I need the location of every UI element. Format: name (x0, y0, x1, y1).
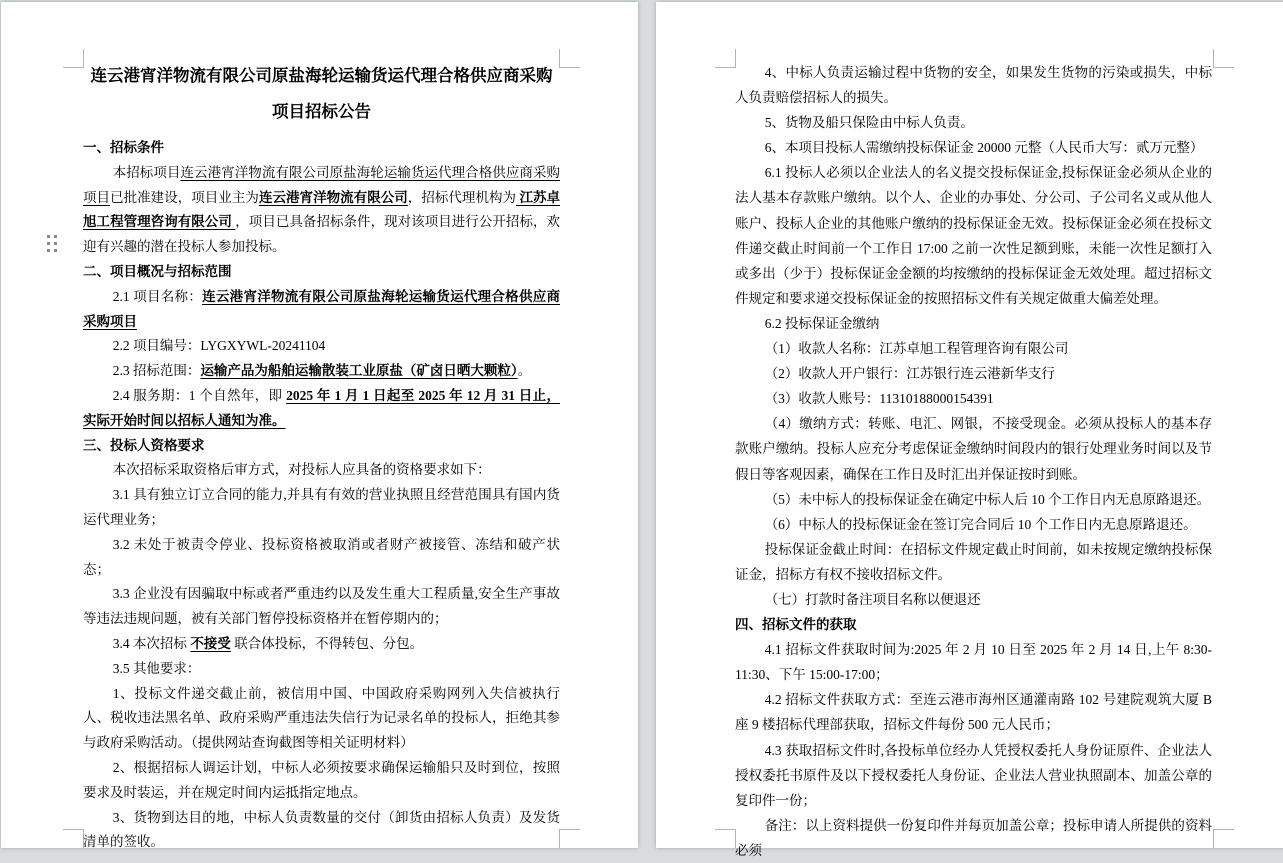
text-run: 不接受 (190, 635, 231, 651)
paragraph[interactable] (735, 135, 1212, 160)
text-run: 3.1 具有独立订立合同的能力,并具有有效的营业执照且经营范围具有国内货运代理业务； (83, 487, 560, 527)
text-run: （5）未中标人的投标保证金在确定中标人后 10 个工作日内无息原路退还。 (764, 491, 1211, 507)
paragraph[interactable] (735, 110, 1212, 135)
section-heading[interactable] (735, 612, 1212, 637)
text-run: 江苏卓旭工程管理咨询有限公司 (83, 189, 561, 230)
text-run: 4.1 招标文件获取时间为:2025 年 2 月 10 日至 2025 年 2 月 14 日,上午 8:30-11:30、下午 15:00-17:00； (735, 642, 1212, 683)
paragraph[interactable] (83, 334, 560, 359)
paragraph[interactable] (735, 361, 1212, 386)
text-run: 连云港宵洋物流有限公司 (258, 189, 408, 205)
page-2-text-area (735, 60, 1212, 863)
text-run: 4、中标人负责运输过程中货物的安全，如果发生货物的污染或损失，中标人负责赔偿招标人的损失。 (735, 65, 1212, 106)
paragraph[interactable] (83, 384, 560, 434)
document-page-1[interactable] (1, 2, 638, 848)
section-heading[interactable] (83, 136, 560, 161)
document-title-line[interactable] (83, 94, 560, 130)
text-run: 3.5 其他要求： (112, 660, 201, 676)
text-run: 2.1 项目名称： (112, 288, 203, 304)
paragraph[interactable] (735, 60, 1212, 110)
margin-crop-mark-bottom-left (715, 829, 736, 848)
paragraph[interactable] (83, 533, 560, 583)
text-run: 2.3 招标范围： (112, 363, 201, 379)
document-page-2[interactable] (656, 2, 1283, 858)
text-run: 连云港宵洋物流有限公司原盐海轮运输货运代理合格供应商采购项目 (83, 164, 561, 205)
paragraph[interactable] (735, 687, 1212, 737)
paragraph[interactable] (735, 537, 1212, 587)
paragraph[interactable] (83, 632, 560, 657)
margin-crop-mark-top-left (63, 49, 84, 68)
paragraph[interactable] (735, 487, 1212, 512)
text-run: 6.1 投标人必须以企业法人的名义提交投标保证金,投标保证金必须从企业的法人基本存款账户缴纳。以个人、企业的办事处、分公司、子公司名义或从他人账户、投标人企业的其他账户缴纳的投标保证金无效。投标保证金必须在投标文件递交截止时间前一个工作日 17:00 之前一次性足额到账，未能一次性足额打入或多出（少于）投标保证金金额的均按缴纳的投标保证金无效处理。超过招标文件规定和要求递交投标保证金的按照招标文件有关规定做重大偏差处理。 (735, 165, 1212, 306)
text-run: 投标保证金截止时间：在招标文件规定截止时间前，如未按规定缴纳投标保证金，招标方有权不接收招标文件。 (735, 541, 1212, 582)
text-run: 2.2 项目编号：LYGXYWL-20241104 (112, 338, 326, 354)
paragraph[interactable] (735, 813, 1212, 863)
text-run: 4.3 获取招标文件时,各投标单位经办人凭授权委托人身份证原件、企业法人授权委托书原件及以下授权委托人身份证、企业法人营业执照副本、加盖公章的复印件一份； (735, 742, 1212, 808)
text-run: 3、货物到达目的地，中标人负责数量的交付（卸货由招标人负责）及发货清单的签收。 (83, 809, 560, 850)
paragraph[interactable] (735, 336, 1212, 361)
text-run: 联合体投标，不得转包、分包。 (230, 635, 424, 651)
text-run: 3.4 本次招标 (112, 635, 191, 651)
section-heading[interactable] (83, 260, 560, 285)
text-run: 备注：以上资料提供一份复印件并每页加盖公章；投标申请人所提供的资料必须 (735, 817, 1212, 858)
section-heading[interactable] (83, 434, 560, 459)
text-run: 5、货物及船只保险由中标人负责。 (764, 115, 974, 131)
paragraph[interactable] (83, 285, 560, 335)
paragraph[interactable] (83, 682, 560, 756)
text-run: （七）打款时备注项目名称以便退还 (764, 591, 981, 607)
paragraph[interactable] (83, 657, 560, 682)
paragraph[interactable] (83, 483, 560, 533)
text-run: 连云港宵洋物流有限公司原盐海轮运输货运代理合格供应商采购项目 (83, 288, 561, 329)
paragraph[interactable] (83, 806, 560, 856)
text-run: 3.2 未处于被责令停业、投标资格被取消或者财产被接管、冻结和破产状态； (83, 536, 560, 577)
text-run: 本招标项目 (112, 164, 181, 180)
text-run: 四、招标文件的获取 (735, 617, 857, 633)
text-run: 3.3 企业没有因骗取中标或者严重违约以及发生重大工程质量,安全生产事故等违法违规问题，被有关部门暂停投标资格并在暂停期内的； (83, 586, 560, 627)
paragraph[interactable] (735, 637, 1212, 687)
text-run: 已批准建设，项目业主为 (110, 189, 259, 205)
paragraph[interactable] (735, 160, 1212, 311)
text-run: 6、本项目投标人需缴纳投标保证金 20000 元整（人民币大写：贰万元整） (764, 140, 1204, 156)
text-run: 6.2 投标保证金缴纳 (764, 315, 880, 331)
margin-crop-mark-bottom-left (63, 829, 84, 848)
text-run: 本次招标采取资格后审方式，对投标人应具备的资格要求如下： (112, 462, 491, 478)
document-title-line[interactable] (83, 58, 560, 94)
text-run: ，招标代理机构为 (407, 189, 517, 205)
text-run: （1）收款人名称：江苏卓旭工程管理咨询有限公司 (764, 341, 1069, 357)
paragraph[interactable] (735, 311, 1212, 336)
text-run: 二、项目概况与招标范围 (83, 263, 232, 279)
text-run: 4.2 招标文件获取方式：至连云港市海州区通灌南路 102 号建院观筑大厦 B 座 9 楼招标代理部获取，招标文件每份 500 元人民币； (735, 692, 1212, 733)
paragraph[interactable] (83, 458, 560, 483)
paragraph[interactable] (83, 582, 560, 632)
paragraph[interactable] (735, 738, 1212, 813)
margin-crop-mark-top-left (715, 49, 736, 68)
text-run: 2、根据招标人调运计划，中标人必须按要求确保运输船只及时到位，按照要求及时装运，并在规定时间内运抵指定地点。 (83, 759, 560, 800)
margin-crop-mark-bottom-right (559, 829, 580, 848)
text-run: 连云港宵洋物流有限公司原盐海轮运输货运代理合格供应商采购 (90, 66, 553, 85)
margin-crop-mark-top-right (1213, 49, 1234, 68)
margin-crop-mark-top-right (559, 49, 580, 68)
paragraph[interactable] (735, 386, 1212, 411)
text-run: （3）收款人账号：11310188000154391 (764, 391, 994, 407)
text-run: （6）中标人的投标保证金在签订完合同后 10 个工作日内无息原路退还。 (764, 516, 1197, 532)
margin-crop-mark-bottom-right (1213, 829, 1234, 848)
six-dot-drag-handle-icon[interactable] (47, 235, 57, 252)
text-run: 1、投标文件递交截止前，被信用中国、中国政府采购网列入失信被执行人、税收违法黑名单、政府采购严重违法失信行为记录名单的投标人，拒绝其参与政府采购活动。（提供网站查询截图等相关证明材料） (83, 685, 560, 751)
text-run: 2.4 服务期：1 个自然年，即 (112, 387, 287, 403)
text-run: 项目招标公告 (272, 102, 371, 121)
text-run: 一、招标条件 (83, 140, 164, 155)
paragraph[interactable] (83, 359, 560, 384)
text-run: （4）缴纳方式：转账、电汇、网银，不接受现金。必须从投标人的基本存款账户缴纳。投标人应充分考虑保证金缴纳时间段内的银行处理业务时间以及节假日等客观因素，确保在工作日及时汇出并保证按时到账。 (735, 416, 1212, 482)
text-run: 运输产品为船舶运输散装工业原盐（矿卤日晒大颗粒） (200, 363, 518, 379)
paragraph[interactable] (735, 411, 1212, 486)
paragraph[interactable] (735, 512, 1212, 537)
text-run: （2）收款人开户银行：江苏银行连云港新华支行 (764, 366, 1055, 382)
text-run: 。 (517, 363, 532, 379)
text-run: 三、投标人资格要求 (83, 437, 205, 453)
text-run: 2025 年 1 月 1 日起至 2025 年 12 月 31 日止，实际开始时间以招标人通知为准。 (83, 387, 561, 428)
page-1-text-area (83, 58, 560, 855)
paragraph[interactable] (83, 161, 560, 260)
paragraph[interactable] (735, 587, 1212, 612)
text-run: ，项目已具备招标条件，现对该项目进行公开招标，欢迎有兴趣的潜在投标人参加投标。 (83, 214, 561, 255)
paragraph[interactable] (83, 756, 560, 806)
